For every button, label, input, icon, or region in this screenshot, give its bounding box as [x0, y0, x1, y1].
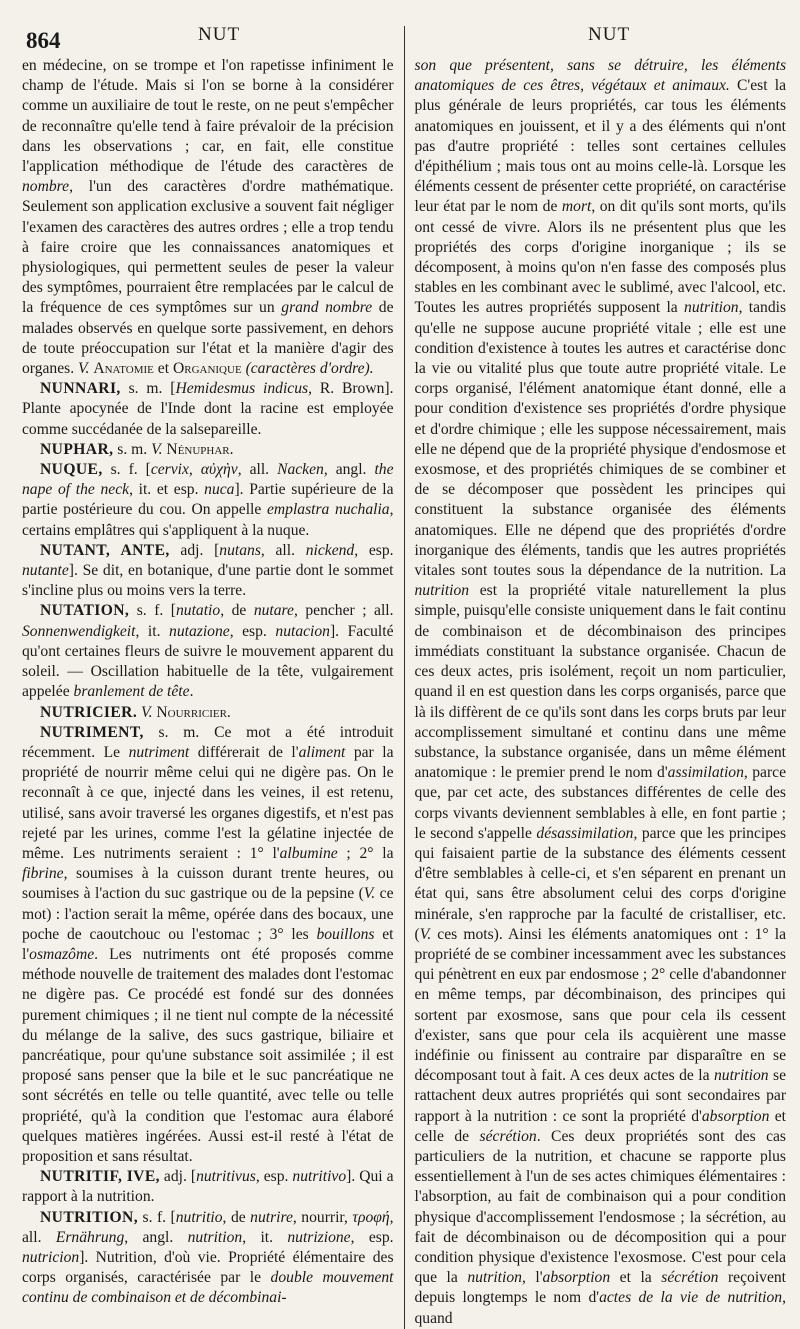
entry-nutation: NUTATION, s. f. [nutatio, de nutare, pencher ; all. Sonnenwendigkeit, it. nutazione, esp. nutacion]. Faculté qu'ont certaines fleurs de suivre le mouvement apparent du soleil. — Oscillation habituelle de la tête, vulgairement appelée branlement de tête. — [22, 602, 394, 701]
paragraph-statistique-end: en médecine, on se trompe et l'on rapetisse infiniment le champ de l'étude. Mais si l'on se borne à la considérer comme un auxiliaire de tout le reste, on ne peut s'empêcher de reconnaître qu'elle tend à faire prévaloir de la précision dans les observations ; car, en fait, elle constitue l'application méthodique de l'étude des caractères de nombre, l'un des caractères d'ordre mathématique. Seulement son application exclusive a souvent fait négliger l'examen des caractères des autres ordres ; elle a trop tendu à faire croire que les connaissances anatomiques et physiologiques, qui permettent seules de peser la valeur des symptômes, pourraient être remplacées par le calcul de la fréquence de ces symptômes sur un grand nombre de malades observés en quelque sorte passivement, en dehors de toute préoccupation sur l'état et la manière d'agir des organes. V. Anatomie et Organique (caractères d'ordre). — [22, 57, 394, 378]
entry-nutriment: NUTRIMENT, s. m. Ce mot a été introduit récemment. Le nutriment différerait de l'aliment par la propriété de nourrir même celui qui ne digère pas. On le reconnaît à ce que, injecté dans les veines, il est retenu, utilisé, sans avoir traversé les organes digestifs, et n'est pas rejeté par les urines, comme l'est la gélatine injectée de même. Les nutriments seraient : 1° l'albumine ; 2° la fibrine, soumises à la cuisson durant trente heures, ou soumises à l'action du suc gastrique ou de la pepsine (V. ce mot) : l'action serait la même, opérée dans des bocaux, une poche de caoutchouc ou l'estomac ; 3° les bouillons et l'osmazôme. Les nutriments ont été proposés comme méthode nouvelle de traitement des malades dont l'estomac ne digère pas. Ce procédé est fondé sur des données purement chimiques ; il ne tient nul compte de la nécessité du mélange de la salive, des sucs gastrique, biliaire et pancréatique, pour qu'une substance soit assimilée ; il est proposé sans penser que la bile et le suc pancréatique ne sont sécrétés en telle ou telle quantité, avec telle ou telle propriété, qu'à la condition que l'estomac aura élaboré quelques matières ingérées. Aussi est-il resté à l'état de proposition et sans résultat. — [22, 723, 394, 1165]
headword: NUQUE, — [40, 461, 103, 479]
paragraph-nutrition-continued: son que présentent, sans se détruire, les éléments anatomiques de ces êtres, végétaux et animaux. C'est la plus générale de leurs propriétés, car tous les éléments anatomiques en jouissent, et il y a des éléments qui n'ont pas d'autre propriété : telles sont certaines cellules d'épithélium ; mais tous ont au moins celle-là. Lorsque les éléments cessent de présenter cette propriété, on caractérise leur état par le nom de mort, on dit qu'ils sont morts, qu'ils ont cessé de vivre. Alors ils ne présentent plus que les propriétés des corps d'origine inorganique ; ils se décomposent, à moins qu'on n'en fasse des composés plus stables en les combinant avec le sublimé, avec l'alcool, etc. Toutes les autres propriétés supposent la nutrition, tandis qu'elle ne suppose aucune propriété vitale ; elle est une condition d'existence à toutes les autres et caractérise donc la vie ou vitalité plus que toute autre propriété vitale. Le corps organisé, l'élément anatomique étant donné, elle a pour condition d'existence ses propriétés d'ordre physique et d'ordre chimique ; elle les suppose nécessairement, mais elle ne dépend que de la propriété physique d'endosmose et exosmose, et des propriétés chimiques de se combiner et de se décomposer que possèdent les principes qui constituent la substance organisée des éléments anatomiques. Elle ne dépend que des propriétés d'ordre inorganique des éléments, tandis que les autres propriétés vitales sont toutes sous la dépendance de la nutrition. La nutrition est la propriété vitale naturellement la plus simple, puisqu'elle consiste uniquement dans le fait continu de combinaison et de décombinaison des principes immédiats constituant la substance organisée. Chacun de ces deux actes, pris isolément, reçoit un nom particulier, quand il en est question dans les corps organisés, parce que là ils diffèrent de ce qu'ils sont dans les corps bruts par leur accomplissement simultané et continu dans une même substance, la substance organisée, dans un même élément anatomique : le premier prend le nom d'assimilation, parce que, par cet acte, des substances différentes de celle des corps vivants deviennent semblables à elle, en font partie ; le second s'appelle désassimilation, parce que les principes qui faisaient partie de la substance des éléments cessent d'être semblables à celle-ci, et s'en séparent en prenant un état qui, sans être absolument celui des corps d'origine minérale, s'en rapproche par la faculté de cristalliser, etc. (V. ces mots). Ainsi les éléments anatomiques ont : 1° la propriété de se combiner incessamment avec les substances qui pénètrent en eux par endosmose ; 2° celle d'abandonner en même temps, par décombinaison, des principes qui sortent par exosmose, sans que pour cela ils cessent d'exister, sans que pour cela ils acquièrent une masse indéfinie ou finissent au contraire par disparaître en se décomposant tout à fait. A ces deux actes de la nutrition se rattachent deux autres propriétés qui sont secondaires par rapport à la nutrition : ce sont la propriété d'absorption et celle de sécrétion. Ces deux propriétés sont des cas particuliers de la nutrition, et chacune se rapporte plus essentiellement à l'un de ses actes chimiques élémentaires : l'absorption, au fait de combinaison qui a pour condition physique d'accomplissement l'endosmose ; la sécrétion, au fait de décombinaison ou de décomposition qui a pour condition physique d'existence l'exosmose. C'est pour cela que la nutrition, l'absorption et la sécrétion reçoivent depuis longtemps le nom d'actes de la vie de nutrition, quand — [414, 57, 787, 1327]
page-number: 864 — [26, 28, 61, 53]
entry-nutritif: NUTRITIF, IVE, adj. [nutritivus, esp. nutritivo]. Qui a rapport à la nutrition. — [22, 1168, 394, 1206]
right-column — [415, 56, 787, 1329]
entry-nutricier: NUTRICIER. V. Nourricier. — [40, 703, 231, 721]
headword: NUTRITIF, IVE, — [40, 1168, 160, 1186]
headword: NUTANT, ANTE, — [40, 541, 170, 559]
column-divider — [404, 26, 405, 1329]
entry-nutant: NUTANT, ANTE, adj. [nutans, all. nickend, esp. nutante]. Se dit, en botanique, d'une partie dont le sommet s'incline plus ou moins vers la terre. — [22, 541, 394, 600]
headword: NUTRIMENT, — [40, 723, 144, 741]
running-header — [22, 22, 786, 56]
headword: NUTATION, — [40, 602, 130, 620]
entry-nuphar: NUPHAR, s. m. V. Nénuphar. — [40, 440, 234, 458]
right-header-word: NUT — [588, 24, 631, 45]
headword: NUNNARI, — [40, 380, 121, 398]
entry-nuque: NUQUE, s. f. [cervix, αὐχὴν, all. Nacken, angl. the nape of the neck, it. et esp. nuca]. Partie supérieure de la partie postérieure du cou. On appelle emplastra nuchalia, certains emplâtres qui s'appliquent à la nuque. — [22, 461, 394, 539]
left-column — [22, 56, 394, 1329]
headword: NUTRICIER. — [40, 703, 138, 721]
headword: NUTRITION, — [40, 1208, 139, 1226]
left-header-word: NUT — [198, 24, 241, 45]
headword: NUPHAR, — [40, 440, 114, 458]
entry-nunnari: NUNNARI, s. m. [Hemidesmus indicus, R. Brown]. Plante apocynée de l'Inde dont la racine est employée comme succédanée de la salsepareille. — [22, 380, 394, 438]
text-columns — [22, 56, 786, 1329]
entry-nutrition: NUTRITION, s. f. [nutritio, de nutrire, nourrir, τροφή, all. Ernährung, angl. nutrition, it. nutrizione, esp. nutricion]. Nutrition, d'où vie. Propriété élémentaire des corps organisés, caractérisée par le double mouvement continu de combinaison et de décombinai- — [22, 1208, 394, 1307]
